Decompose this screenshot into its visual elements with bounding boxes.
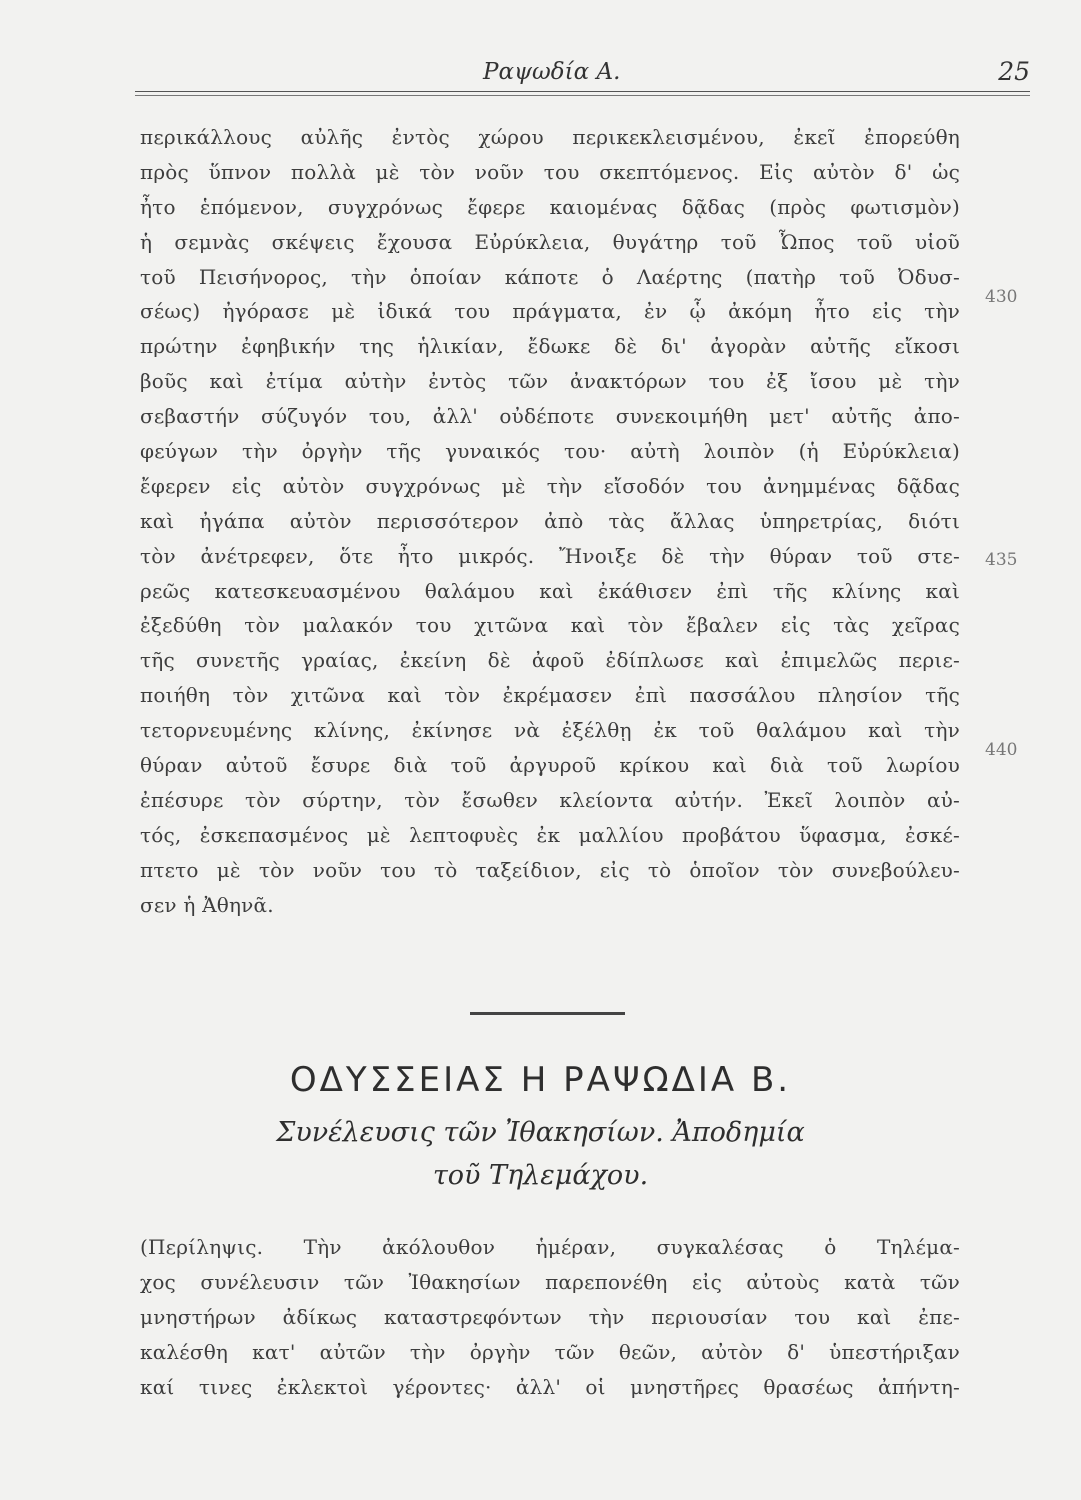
text-line: τὸν ἀνέτρεφεν, ὅτε ἦτο μικρός. Ἤνοιξε δὲ τὴν θύραν τοῦ στε- — [140, 543, 960, 568]
text-line: πτετο μὲ τὸν νοῦν του τὸ ταξείδιον, εἰς τὸ ὁποῖον τὸν συνεβούλευ- — [140, 857, 960, 882]
text-line: ἐπέσυρε τὸν σύρτην, τὸν ἔσωθεν κλείοντα αὐτήν. Ἐκεῖ λοιπὸν αὐ- — [140, 787, 960, 812]
text-line: τετορνευμένης κλίνης, ἐκίνησε νὰ ἐξέλθῃ ἐκ τοῦ θαλάμου καὶ τὴν — [140, 718, 960, 743]
section-divider — [470, 1012, 625, 1015]
text-line: ἦτο ἑπόμενον, συγχρόνως ἔφερε καιομένας δᾷδας (πρὸς φωτισμὸν) — [140, 194, 960, 219]
text-line: ποιήθη τὸν χιτῶνα καὶ τὸν ἐκρέμασεν ἐπὶ πασσάλου πλησίον τῆς — [140, 683, 960, 708]
book-title: ΟΔΥΣΣΕΙΑΣ Η ΡΑΨΩΔΙΑ Β. — [289, 1060, 792, 1100]
text-line: περικάλλους αὐλῆς ἐντὸς χώρου περικεκλεισμένου, ἐκεῖ ἐπορεύθη — [140, 125, 960, 149]
page-number: 25 — [998, 57, 1030, 86]
text-line: ἡ σεμνὰς σκέψεις ἔχουσα Εὐρύκλεια, θυγάτηρ τοῦ Ὦπος τοῦ υἱοῦ — [140, 229, 960, 254]
text-line: πρὸς ὕπνον πολλὰ μὲ τὸν νοῦν του σκεπτόμενος. Εἰς αὐτὸν δ' ὡς — [140, 159, 960, 184]
text-line: ρεῶς κατεσκευασμένου θαλάμου καὶ ἐκάθισεν ἐπὶ τῆς κλίνης καὶ — [140, 578, 960, 603]
summary-text — [140, 1230, 960, 1404]
text-line: φεύγων τὴν ὀργὴν τῆς γυναικός του· αὐτὴ λοιπὸν (ἡ Εὐρύκλεια) — [140, 439, 960, 464]
book-subtitle-line2: τοῦ Τηλεμάχου. — [432, 1160, 649, 1191]
running-title: Ραψωδία Α. — [483, 59, 621, 85]
line-number-marker: 435 — [985, 550, 1018, 570]
text-line: βοῦς καὶ ἐτίμα αὐτὴν ἐντὸς τῶν ἀνακτόρων του ἐξ ἴσου μὲ τὴν — [140, 369, 960, 394]
summary-line: μνηστήρων ἀδίκως καταστρεφόντων τὴν περιουσίαν του καὶ ἐπε- — [140, 1304, 960, 1329]
line-number-marker: 440 — [985, 740, 1018, 760]
summary-line: καλέσθη κατ' αὐτῶν τὴν ὀργὴν τῶν θεῶν, αὐτὸν δ' ὑπεστήριξαν — [140, 1339, 960, 1364]
text-line: τοῦ Πεισήνορος, τὴν ὁποίαν κάποτε ὁ Λαέρτης (πατὴρ τοῦ Ὀδυσ- — [140, 264, 960, 289]
text-line: θύραν αὐτοῦ ἔσυρε διὰ τοῦ ἀργυροῦ κρίκου καὶ διὰ τοῦ λωρίου — [140, 753, 960, 778]
text-line: τός, ἐσκεπασμένος μὲ λεπτοφυὲς ἐκ μαλλίου προβάτου ὕφασμα, ἐσκέ- — [140, 822, 960, 847]
body-text — [140, 120, 960, 922]
text-line: σεν ἡ Ἀθηνᾶ. — [140, 892, 274, 917]
summary-line: (Περίληψις. Τὴν ἀκόλουθον ἡμέραν, συγκαλέσας ὁ Τηλέμα- — [140, 1235, 960, 1259]
line-number-marker: 430 — [985, 287, 1018, 307]
summary-line: καί τινες ἐκλεκτοὶ γέροντες· ἀλλ' οἱ μνηστῆρες θρασέως ἀπήντη- — [140, 1374, 960, 1399]
summary-line: χος συνέλευσιν τῶν Ἰθακησίων παρεπονέθη εἰς αὐτοὺς κατὰ τῶν — [140, 1269, 960, 1294]
text-line: καὶ ἠγάπα αὐτὸν περισσότερον ἀπὸ τὰς ἄλλας ὑπηρετρίας, διότι — [140, 508, 960, 533]
text-line: πρώτην ἐφηβικήν της ἡλικίαν, ἔδωκε δὲ δι' ἀγορὰν αὐτῆς εἴκοσι — [140, 334, 960, 359]
book-subtitle-line1: Συνέλευσις τῶν Ἰθακησίων. Ἀποδημία — [276, 1117, 805, 1148]
header-rule — [135, 91, 1030, 92]
text-line: σεβαστήν σύζυγόν του, ἀλλ' οὐδέποτε συνεκοιμήθη μετ' αὐτῆς ἀπο- — [140, 404, 960, 429]
text-line: σέως) ἠγόρασε μὲ ἰδικά του πράγματα, ἐν ᾧ ἀκόμη ἦτο εἰς τὴν — [140, 299, 960, 324]
header-rule-secondary — [135, 95, 1030, 96]
page-header — [135, 55, 1030, 95]
text-line: ἔφερεν εἰς αὐτὸν συγχρόνως μὲ τὴν εἴσοδόν του ἀνημμένας δᾷδας — [140, 473, 960, 498]
text-line: ἐξεδύθη τὸν μαλακόν του χιτῶνα καὶ τὸν ἔβαλεν εἰς τὰς χεῖρας — [140, 613, 960, 638]
text-line: τῆς συνετῆς γραίας, ἐκείνη δὲ ἀφοῦ ἐδίπλωσε καὶ ἐπιμελῶς περιε- — [140, 648, 960, 673]
